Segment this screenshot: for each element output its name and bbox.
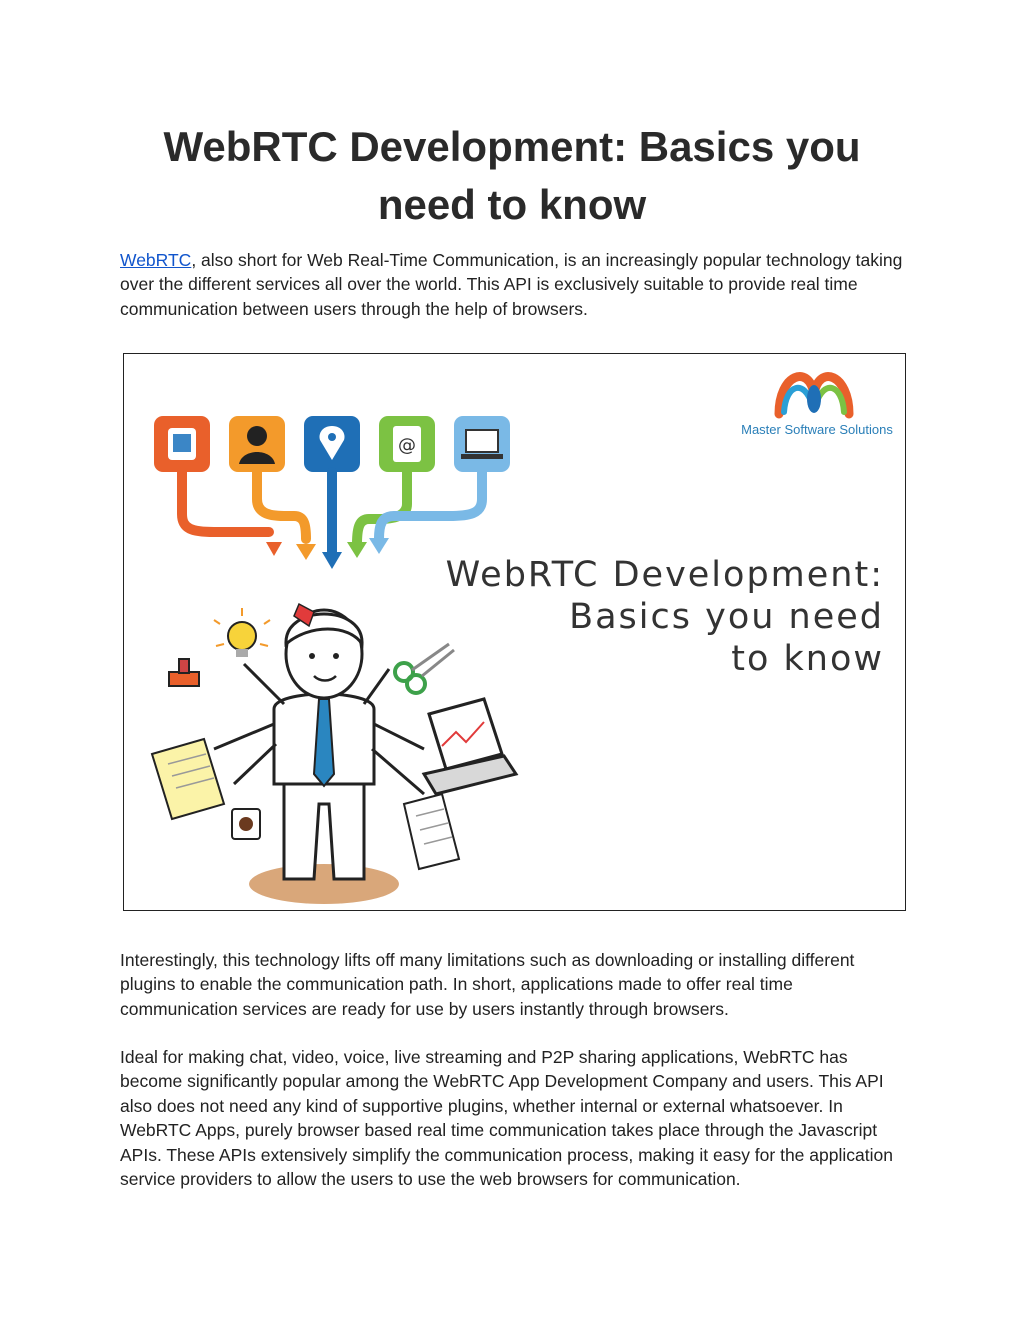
coffee-mug-icon	[232, 809, 260, 839]
page-title: WebRTC Development: Basics you need to know	[163, 123, 861, 228]
master-software-logo	[779, 377, 849, 414]
user-icon-tile	[229, 416, 285, 472]
location-pin-icon-tile	[304, 416, 360, 472]
laptop-icon-tile	[454, 416, 510, 472]
scissors-icon	[395, 644, 454, 693]
intro-text: , also short for Web Real-Time Communication, is an increasingly popular technology taking over the different services all over the world. This API is exclusively suitable to provide real time communication between users through the help of browsers.	[120, 250, 903, 319]
webrtc-link[interactable]: WebRTC	[120, 250, 192, 270]
banner-image	[123, 353, 906, 911]
stamp-icon	[169, 659, 199, 686]
banner-illustration	[124, 354, 905, 910]
body-paragraph-2: Interestingly, this technology lifts off many limitations such as downloading or installing different plugins to enable the communication path. In short, applications made to offer real time communication services are ready for use by users instantly through browsers.	[120, 950, 855, 1019]
banner-heading-line2: Basics you need	[569, 597, 884, 637]
banner-heading-line3: to know	[731, 639, 884, 679]
converging-arrows	[182, 472, 482, 554]
logo-text: Master Software Solutions	[741, 422, 893, 437]
lightbulb-icon	[214, 608, 270, 657]
document-icon	[152, 739, 224, 819]
intro-paragraph	[120, 248, 910, 321]
svg-text:@: @	[398, 435, 416, 456]
device-icon-tile	[154, 416, 210, 472]
notepad-icon	[404, 794, 459, 869]
body-paragraph-3: Ideal for making chat, video, voice, live streaming and P2P sharing applications, WebRTC has become significantly popular among the WebRTC App Development Company and users. This API also does not need any kind of supportive plugins, whether internal or external whatsoever. In WebRTC Apps, purely browser based real time communication takes place through the Javascript APIs. These APIs extensively simplify the communication process, making it easy for the application service providers to allow the users to use the web browsers for communication.	[120, 1047, 893, 1190]
contacts-icon-tile	[379, 416, 435, 472]
banner-heading-line1: WebRTC Development:	[445, 555, 884, 595]
laptop-illustration	[424, 699, 516, 794]
